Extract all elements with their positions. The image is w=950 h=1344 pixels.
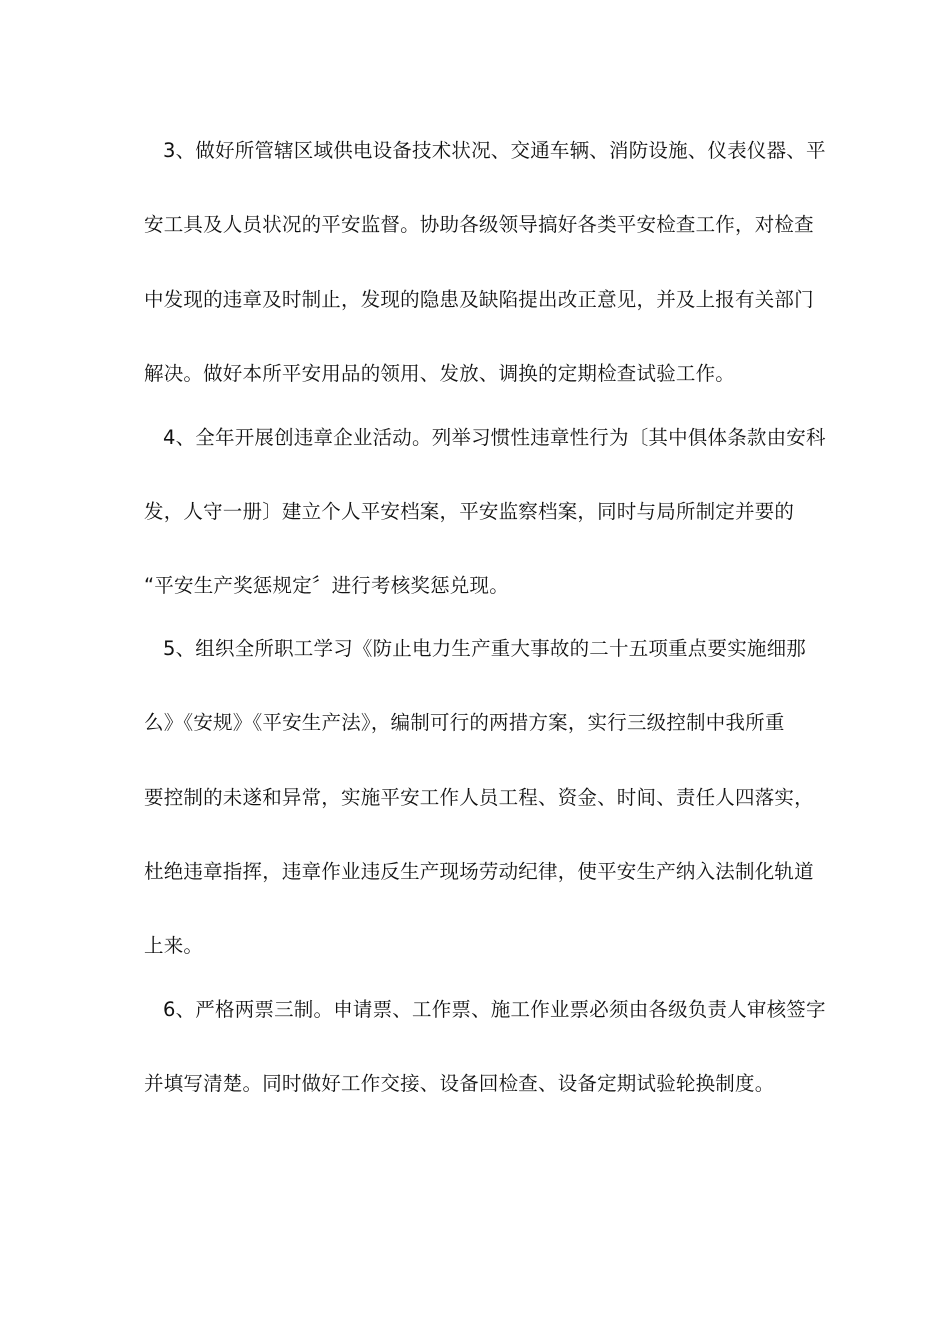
text-line: 解决。做好本所平安用品的领用、发放、调换的定期检查试验工作。 (144, 362, 736, 385)
text-line: 6、严格两票三制。申请票、工作票、施工作业票必须由各级负责人审核签字 (163, 998, 826, 1021)
text-line: 杜绝违章指挥，违章作业违反生产现场劳动纪律，使平安生产纳入法制化轨道 (144, 860, 814, 883)
text-line: 安工具及人员状况的平安监督。协助各级领导搞好各类平安检查工作，对检查 (144, 213, 814, 236)
text-line: 4、全年开展创违章企业活动。列举习惯性违章性行为〔其中俱体条款由安科 (163, 426, 826, 449)
text-line: 5、组织全所职工学习《防止电力生产重大事故的二十五项重点要实施细那 (163, 637, 807, 660)
text-line: 发，人守一册〕建立个人平安档案，平安监察档案，同时与局所制定并要的 (144, 500, 795, 523)
text-line: 3、做好所管辖区域供电设备技术状况、交通车辆、消防设施、仪表仪器、平 (163, 139, 826, 162)
text-line: 要控制的未遂和异常，实施平安工作人员工程、资金、时间、责任人四落实， (144, 786, 814, 809)
text-line: 上来。 (144, 934, 204, 957)
text-line: 中发现的违章及时制止，发现的隐患及缺陷提出改正意见，并及上报有关部门 (144, 288, 814, 311)
text-line: 并填写清楚。同时做好工作交接、设备回检查、设备定期试验轮换制度。 (144, 1072, 775, 1095)
text-line: 么》《安规》《平安生产法》，编制可行的两措方案，实行三级控制中我所重 (144, 711, 785, 734)
text-line: “平安生产奖惩规定〞进行考核奖惩兑现。 (144, 574, 509, 597)
